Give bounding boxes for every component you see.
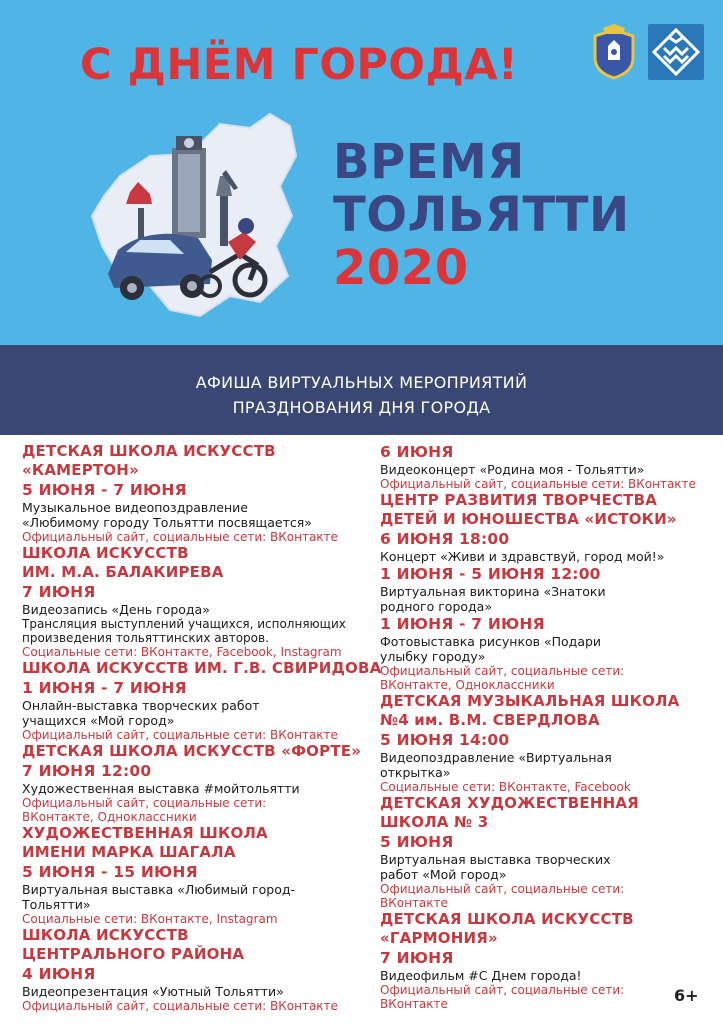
event-date: 5 ИЮНЯ - 7 ИЮНЯ — [22, 481, 187, 499]
banner-line-1: АФИША ВИРТУАЛЬНЫХ МЕРОПРИЯТИЙ — [195, 373, 528, 392]
events-column-right — [380, 442, 710, 1011]
venue-name: ДЕТСКАЯ ШКОЛА ИСКУССТВ — [22, 442, 276, 460]
venue-name: ИМ. М.А. БАЛАКИРЕВА — [22, 563, 224, 581]
event-date: 6 ИЮНЯ — [380, 443, 454, 461]
venue-forte — [22, 742, 367, 824]
event-channels: Официальный сайт, социальные сети: — [22, 796, 267, 810]
venue-name: ШКОЛА ИСКУССТВ — [22, 544, 189, 562]
venue-name: ШКОЛА ИСКУССТВ — [22, 926, 189, 944]
event-date: 1 ИЮНЯ - 7 ИЮНЯ — [380, 615, 545, 633]
event-date: 5 ИЮНЯ 14:00 — [380, 731, 510, 749]
event-title: Музыкальное видеопоздравление — [22, 500, 248, 515]
event-title: «Любимому городу Тольятти посвящается» — [22, 515, 312, 530]
banner-line-2: ПРАЗДНОВАНИЯ ДНЯ ГОРОДА — [232, 398, 491, 417]
event-title: Видеопоздравление «Виртуальная — [380, 750, 612, 765]
venue-name: ХУДОЖЕСТВЕННАЯ ШКОЛА — [22, 824, 268, 842]
venue-name: ИМЕНИ МАРКА ШАГАЛА — [22, 843, 236, 861]
venue-name: ДЕТСКАЯ ШКОЛА ИСКУССТВ — [380, 910, 634, 928]
venue-chagall — [22, 824, 367, 926]
event-date: 1 ИЮНЯ - 5 ИЮНЯ 12:00 — [380, 565, 601, 583]
event-title: работ «Мой город» — [380, 867, 507, 882]
event-date: 5 ИЮНЯ - 15 ИЮНЯ — [22, 863, 198, 881]
title-line-1: ВРЕМЯ — [333, 134, 525, 190]
venue-istoki — [380, 491, 710, 692]
event-title: Виртуальная викторина «Знатоки — [380, 584, 606, 599]
venue-balakirev — [22, 544, 367, 659]
event-date: 6 ИЮНЯ 18:00 — [380, 530, 510, 548]
venue-art-school-3 — [380, 794, 710, 910]
event-date: 4 ИЮНЯ — [22, 965, 96, 983]
venue-kamerton — [22, 442, 367, 544]
venue-name: «ГАРМОНИЯ» — [380, 929, 498, 947]
venue-name: ДЕТСКАЯ ХУДОЖЕСТВЕННАЯ — [380, 794, 639, 812]
event-title: Виртуальная выставка творческих — [380, 852, 611, 867]
venue-name: ДЕТСКАЯ ШКОЛА ИСКУССТВ «ФОРТЕ» — [22, 742, 362, 760]
event-channels: Официальный сайт, социальные сети: ВКонтакте — [22, 999, 338, 1013]
venue-garmonia — [380, 910, 710, 1011]
greeting-headline: С ДНЁМ ГОРОДА! — [80, 40, 519, 90]
event-channels: Официальный сайт, социальные сети: ВКонтакте — [22, 530, 338, 544]
event-title: Виртуальная выставка «Любимый город- — [22, 882, 296, 897]
venue-name: ДЕТЕЙ И ЮНОШЕСТВА «ИСТОКИ» — [380, 510, 677, 528]
event-date: 7 ИЮНЯ 12:00 — [22, 762, 152, 780]
venue-name: ЦЕНТРАЛЬНОГО РАЙОНА — [22, 945, 245, 963]
venue-name: «КАМЕРТОН» — [22, 461, 139, 479]
hero-section — [0, 0, 723, 345]
event-title: Видеопрезентация «Уютный Тольятти» — [22, 984, 284, 999]
venue-sviridov — [22, 659, 382, 742]
event-channels: Социальные сети: ВКонтакте, Instagram — [22, 912, 278, 926]
title-year: 2020 — [333, 240, 469, 296]
event-title: открытка» — [380, 765, 451, 780]
venue-sverdlov — [380, 692, 710, 794]
venue-name: №4 им. В.М. СВЕРДЛОВА — [380, 711, 600, 729]
tolyatti-emblem-icon — [648, 24, 704, 80]
event-title: Онлайн-выставка творческих работ — [22, 698, 260, 713]
venue-name: ШКОЛА № 3 — [380, 813, 489, 831]
event-title: Видеофильм #С Днем города! — [380, 968, 582, 983]
venue-name: ЦЕНТР РАЗВИТИЯ ТВОРЧЕСТВА — [380, 491, 658, 509]
event-title: улыбку городу» — [380, 649, 486, 664]
venue-name: ШКОЛА ИСКУССТВ ИМ. Г.В. СВИРИДОВА — [22, 659, 382, 677]
event-note: произведения тольяттинских авторов. — [22, 631, 269, 645]
event-title: Видеозапись «День города» — [22, 602, 210, 617]
events-banner — [0, 345, 723, 435]
event-channels: Официальный сайт, социальные сети: — [380, 983, 625, 997]
event-channels: Социальные сети: ВКонтакте, Facebook — [380, 780, 631, 794]
event-title: Видеоконцерт «Родина моя - Тольятти» — [380, 462, 645, 477]
event-title: учащихся «Мой город» — [22, 713, 175, 728]
event-note: Трансляция выступлений учащихся, исполняющих — [22, 617, 346, 631]
event-channels: ВКонтакте, Одноклассники — [22, 810, 197, 824]
event-channels: Социальные сети: ВКонтакте, Facebook, Instagram — [22, 645, 342, 659]
events-column-left — [22, 442, 382, 1013]
title-line-2: ТОЛЬЯТТИ — [333, 187, 630, 243]
event-title: Художественная выставка #мойтольятти — [22, 781, 300, 796]
venue-central-continued — [380, 442, 710, 491]
event-channels: Официальный сайт, социальные сети: — [380, 882, 625, 896]
event-title: Фотовыставка рисунков «Подари — [380, 634, 602, 649]
venue-central — [22, 926, 367, 1013]
event-channels: Официальный сайт, социальные сети: ВКонтакте — [380, 477, 696, 491]
event-channels: ВКонтакте — [380, 997, 448, 1011]
event-date: 7 ИЮНЯ — [380, 949, 454, 967]
event-date: 5 ИЮНЯ — [380, 833, 454, 851]
event-date: 1 ИЮНЯ - 7 ИЮНЯ — [22, 679, 187, 697]
city-illustration — [80, 96, 320, 336]
event-channels: ВКонтакте — [380, 896, 448, 910]
event-title: Тольятти» — [22, 897, 91, 912]
event-channels: Официальный сайт, социальные сети: — [380, 664, 625, 678]
event-channels: ВКонтакте, Одноклассники — [380, 678, 555, 692]
event-title: Концерт «Живи и здравствуй, город мой!» — [380, 549, 665, 564]
venue-name: ДЕТСКАЯ МУЗЫКАЛЬНАЯ ШКОЛА — [380, 692, 680, 710]
age-rating-badge: 6+ — [674, 986, 699, 1005]
samara-emblem-icon — [589, 24, 639, 80]
event-title: родного города» — [380, 599, 492, 614]
event-channels: Официальный сайт, социальные сети: ВКонтакте — [22, 728, 338, 742]
event-date: 7 ИЮНЯ — [22, 583, 96, 601]
